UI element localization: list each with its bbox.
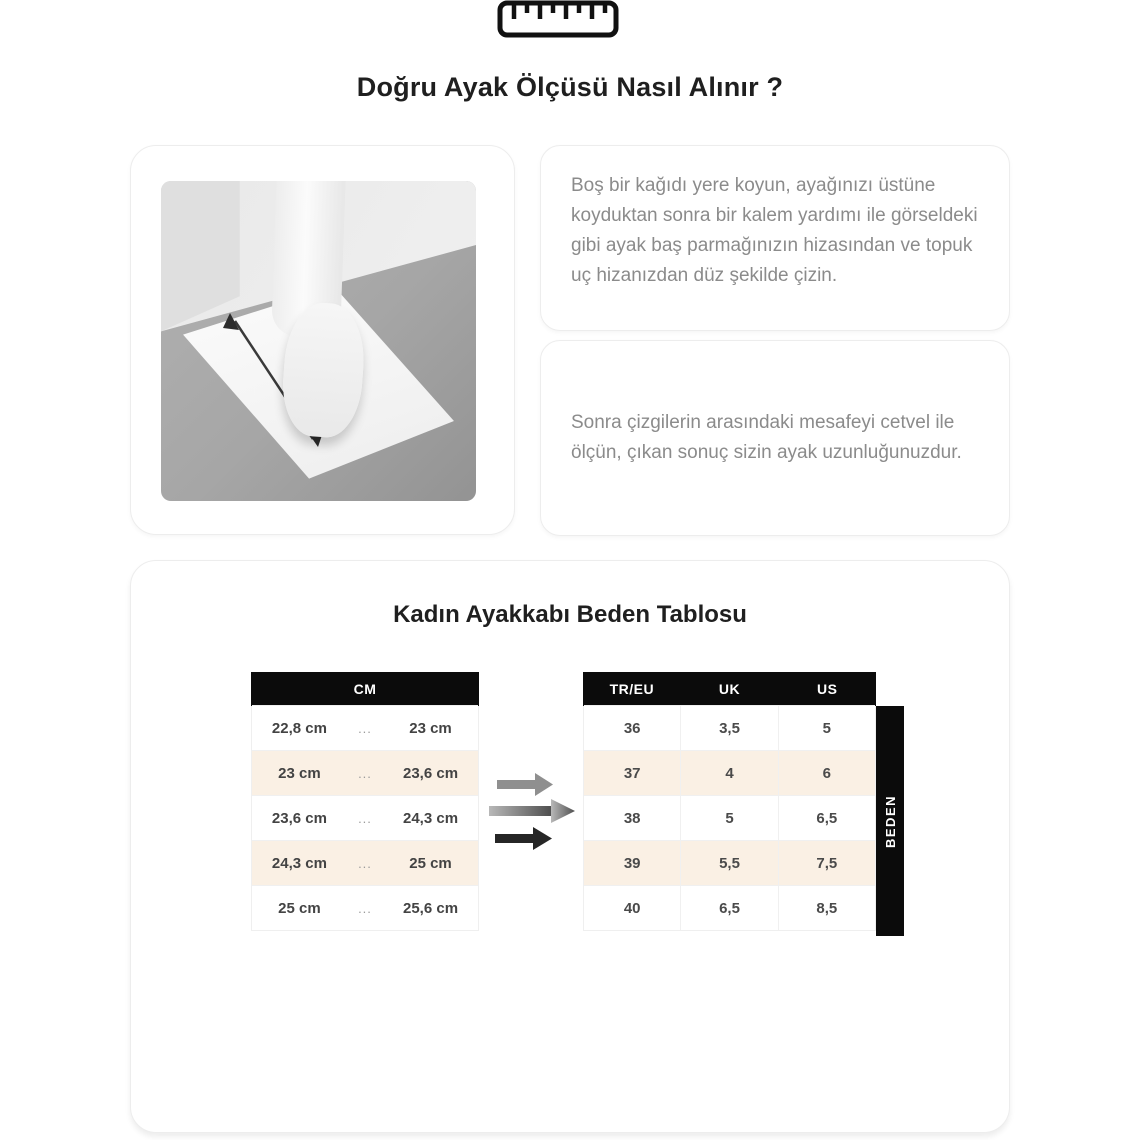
us-value: 7,5 — [778, 841, 875, 885]
uk-value: 3,5 — [680, 706, 777, 750]
uk-value: 4 — [680, 751, 777, 795]
instruction-step-1: Boş bir kağıdı yere koyun, ayağınızı üstüne koyduktan sonra bir kalem yardımı ile görseldeki gibi ayak baş parmağınızın hizasından ve topuk uç hizanızdan düz şekilde çizin. — [571, 175, 978, 286]
uk-value: 6,5 — [680, 886, 777, 930]
eu-size-table — [583, 673, 876, 931]
ruler-icon — [497, 0, 619, 38]
instruction-step-2: Sonra çizgilerin arasındaki mesafeyi cetvel ile ölçün, çıkan sonuç sizin ayak uzunluğunuzdur. — [571, 412, 962, 463]
beden-vertical-label — [876, 706, 904, 936]
us-value: 8,5 — [778, 886, 875, 930]
cm-to-value: 24,3 cm — [402, 809, 459, 827]
size-table-title: Kadın Ayakkabı Beden Tablosu — [393, 601, 747, 628]
cm-separator: ... — [358, 855, 372, 871]
cm-from-value: 22,8 cm — [271, 719, 327, 737]
us-value: 6,5 — [778, 796, 875, 840]
beden-label-text: BEDEN — [882, 794, 898, 848]
header-us: US — [816, 681, 838, 697]
cm-separator: ... — [358, 810, 372, 826]
cm-table-row — [252, 705, 478, 750]
cm-to-value: 25,6 cm — [402, 899, 459, 917]
cm-table-row — [252, 885, 478, 930]
size-table-card — [130, 560, 1010, 1133]
cm-to-value: 23,6 cm — [402, 764, 459, 782]
cm-table-row — [252, 750, 478, 795]
cm-separator: ... — [358, 720, 372, 736]
cm-from-value: 24,3 cm — [271, 854, 327, 872]
tr-eu-value: 38 — [623, 809, 641, 827]
cm-to-value: 23 cm — [409, 719, 452, 737]
cm-table-header: CM — [251, 672, 479, 706]
cm-table-row — [252, 840, 478, 885]
tr-eu-value: 40 — [623, 899, 641, 917]
tr-eu-value: 36 — [623, 719, 641, 737]
page-title: Doğru Ayak Ölçüsü Nasıl Alınır ? — [356, 72, 784, 102]
tr-eu-value: 39 — [623, 854, 641, 872]
eu-table-row — [584, 750, 875, 795]
uk-value: 5 — [680, 796, 777, 840]
instruction-card-1 — [540, 145, 1010, 331]
cm-from-value: 23 cm — [278, 764, 321, 782]
cm-table — [251, 673, 479, 931]
transfer-arrows-icon — [489, 765, 584, 857]
cm-from-value: 23,6 cm — [271, 809, 327, 827]
eu-table-row — [584, 840, 875, 885]
header-tr-eu: TR/EU — [609, 681, 655, 697]
cm-table-row — [252, 795, 478, 840]
cm-separator: ... — [358, 765, 372, 781]
eu-table-row — [584, 885, 875, 930]
instruction-card-2 — [540, 340, 1010, 536]
eu-table-row — [584, 795, 875, 840]
foot-measurement-photo — [161, 181, 476, 501]
eu-table-header — [583, 672, 876, 706]
us-value: 6 — [778, 751, 875, 795]
header-uk: UK — [718, 681, 741, 697]
cm-to-value: 25 cm — [409, 854, 452, 872]
tr-eu-value: 37 — [623, 764, 641, 782]
cm-separator: ... — [358, 900, 372, 916]
cm-from-value: 25 cm — [278, 899, 321, 917]
uk-value: 5,5 — [680, 841, 777, 885]
us-value: 5 — [778, 706, 875, 750]
eu-table-row — [584, 705, 875, 750]
measurement-photo-card — [130, 145, 515, 535]
